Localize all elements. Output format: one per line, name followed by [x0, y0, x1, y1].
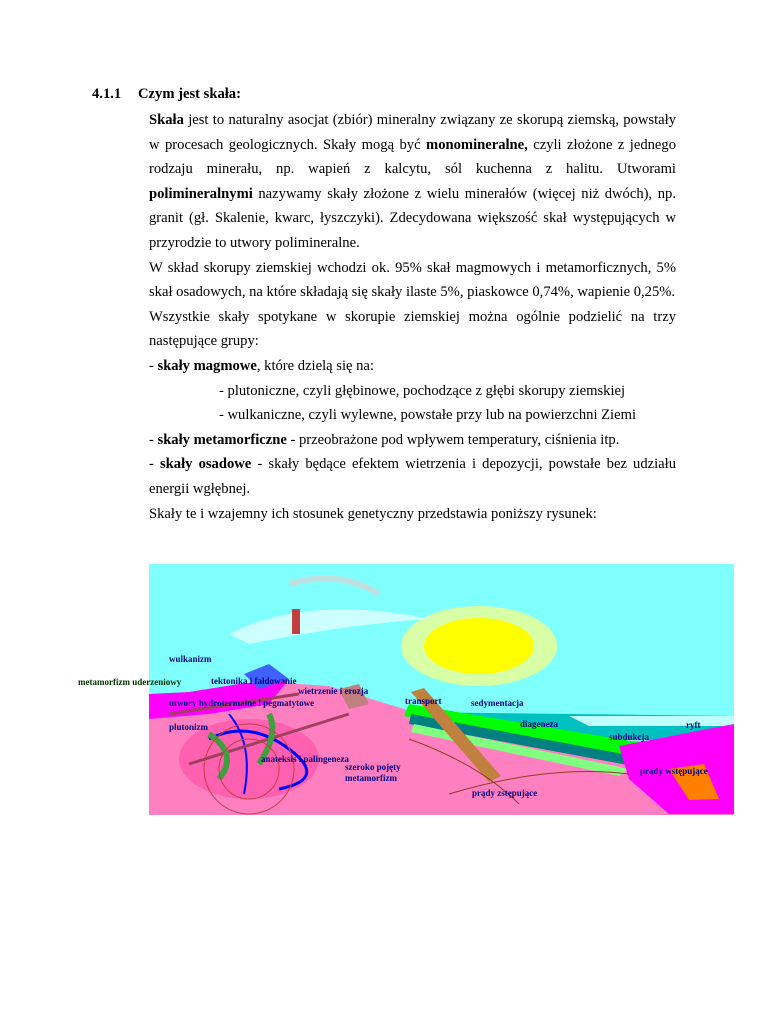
text-run: - przeobrażone pod wpływem temperatury, ciśnienia itp.: [286, 431, 620, 448]
rock-cycle-illustration: [149, 564, 734, 815]
term-skala: Skała: [149, 112, 184, 128]
sub-item-wulkaniczne: [149, 403, 676, 428]
section-number: 4.1.1: [92, 86, 122, 102]
volcano-plume: [292, 609, 300, 634]
list-dash: -: [149, 431, 158, 448]
list-dash: -: [219, 382, 228, 399]
sub-item-plutoniczne: [149, 379, 676, 404]
label-szeroko: szeroko pojęty: [345, 762, 401, 772]
text-run: czyli złożone z jednego rodzaju minerału, np. wapień z kalcytu, sól kuchenna z halitu. Utworami: [149, 136, 676, 178]
term-osadowe: skały osadowe: [160, 456, 252, 473]
document-body: [149, 108, 676, 526]
label-prady-zstepujace: prądy zstępujące: [472, 788, 538, 798]
text-run: - skały będące efektem wietrzenia i depozycji, powstałe bez udziału energii wgłębnej.: [149, 456, 677, 497]
list-dash: -: [149, 357, 158, 374]
label-tektonika: tektonika i fałdowanie: [211, 676, 297, 686]
sea-surface: [569, 716, 734, 726]
paragraph-definition: [149, 108, 676, 256]
sun-icon: [424, 618, 534, 674]
label-subdukcja: subdukcja: [609, 732, 650, 742]
label-ryft: ryft: [686, 720, 701, 730]
section-title: Czym jest skała:: [138, 86, 241, 102]
label-prady-wstepujace: prądy wstępujące: [640, 766, 708, 776]
text-run: , które dzielą się na:: [256, 357, 374, 374]
text-run: nazywamy skały złożone z wielu minerałów (więcej niż dwóch), np. granit (gł. Skalenie, kwarc, łyszczyki). Zdecydowana większość skał występujących w przyrodzie to utwory polimineralne.: [149, 185, 676, 251]
term-polimineralne: polimineralnymi: [149, 185, 253, 202]
label-anateksis: anateksis i palingeneza: [261, 754, 350, 764]
label-utwory: utwory hydrotermalne i pegmatytowe: [169, 698, 315, 708]
text-run: plutoniczne, czyli głębinowe, pochodzące z głębi skorupy ziemskiej: [227, 382, 626, 399]
label-wulkanizm: wulkanizm: [169, 654, 212, 664]
list-dash: -: [149, 456, 160, 473]
label-transport: transport: [405, 696, 442, 706]
term-magmowe: skały magmowe: [157, 357, 257, 374]
paragraph-figure-intro: Skały te i wzajemny ich stosunek genetyczny przedstawia poniższy rysunek:: [149, 505, 597, 522]
paragraph-groups: Wszystkie skały spotykane w skorupie ziemskiej można ogólnie podzielić na trzy następujące grupy:: [149, 308, 676, 350]
term-metamorficzne: skały metamorficzne: [157, 431, 287, 448]
text-run: wulkaniczne, czyli wylewne, powstałe przy lub na powierzchni Ziemi: [227, 407, 636, 424]
list-item-osadowe: [149, 452, 676, 501]
section-heading: [92, 86, 241, 103]
label-wietrzenie: wietrzenie i erozja: [298, 686, 369, 696]
label-metamorfizm: metamorfizm: [345, 773, 397, 783]
label-plutonizm: plutonizm: [169, 722, 209, 732]
rock-cycle-figure: [149, 564, 734, 815]
list-item-metamorficzne: [149, 428, 676, 453]
label-diageneza: diageneza: [520, 719, 558, 729]
text-run: jest to naturalny asocjat (zbiór) mineralny związany ze skorupą ziemską, powstały w procesach geologicznych. Skały mogą być: [149, 112, 676, 153]
label-sedymentacja: sedymentacja: [471, 698, 524, 708]
list-dash: -: [219, 407, 228, 424]
label-metamorfizm-uderzeniowy: metamorfizm uderzeniowy: [78, 677, 182, 687]
list-item-magmowe: [149, 354, 676, 379]
term-monomineralne: monomineralne,: [426, 136, 528, 153]
paragraph-composition: W skład skorupy ziemskiej wchodzi ok. 95% skał magmowych i metamorficznych, 5% skał osadowych, na które składają się skały ilaste 5%, piaskowce 0,74%, wapienie 0,25%.: [149, 259, 676, 301]
